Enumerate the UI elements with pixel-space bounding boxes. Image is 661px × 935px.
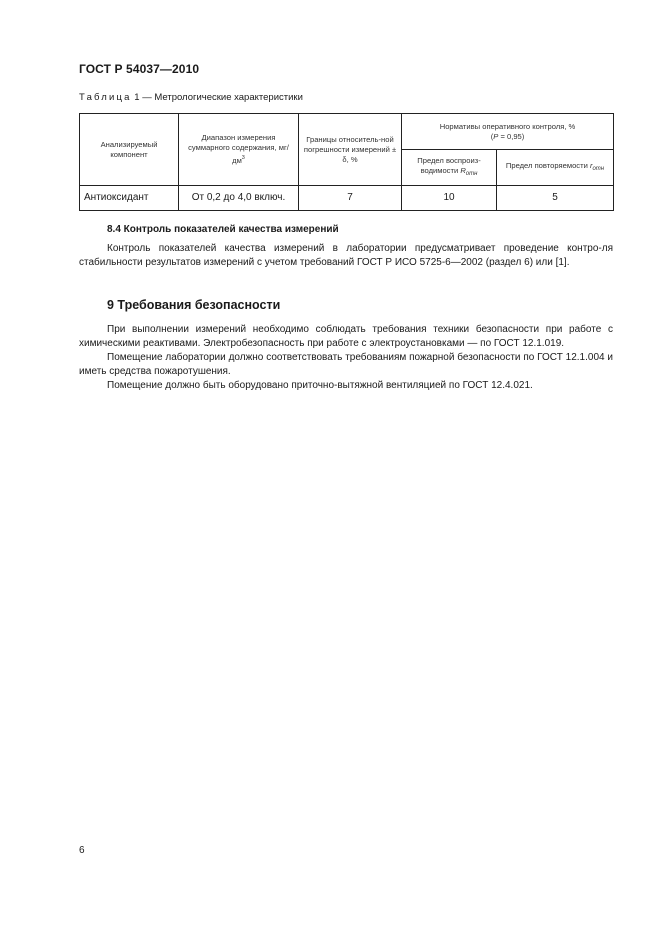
cell-repeatability: 5 [497,186,614,211]
cell-delta: 7 [299,186,402,211]
table-caption-text: 1 — Метрологические характеристики [131,92,303,103]
metrology-table [79,113,614,211]
header-component: Анализируемый компонент [80,114,179,186]
section-9-title: 9 Требования безопасности [107,298,281,312]
section-9-paragraph-3: Помещение должно быть оборудовано приточно-вытяжной вентиляцией по ГОСТ 12.4.021. [107,380,533,391]
header-error-bounds: Границы относитель-ной погрешности измерений ± δ, % [299,114,402,186]
table-caption-prefix: Таблица [79,92,132,103]
cell-component: Антиоксидант [80,186,179,211]
table-row [80,186,614,211]
cell-reproducibility: 10 [402,186,497,211]
header-repeatability-limit: Предел повторяемости $r_{отн}$ [497,150,614,186]
header-reproducibility-limit: Предел воспроиз-водимости $R_{отн}$ [402,150,497,186]
table-caption [79,92,303,103]
page-number: 6 [79,845,85,856]
document-code: ГОСТ Р 54037—2010 [79,62,200,76]
header-control-norms: Нормативы оперативного контроля, % (P = 0,95) [402,114,614,150]
section-8-4-title: 8.4 Контроль показателей качества измерений [107,224,339,235]
section-8-4-paragraph: Контроль показателей качества измерений в лаборатории предусматривает проведение контро-ля стабильности результатов измерений с учетом требований ГОСТ Р ИСО 5725-6—2002 (раздел 6) или [1]. [79,243,613,268]
section-9-paragraph-2: Помещение лаборатории должно соответствовать требованиям пожарной безопасности по ГОСТ 12.1.004 и иметь средства пожаротушения. [79,352,613,377]
header-range: Диапазон измерения суммарного содержания, $мг/дм^3$ [179,114,299,186]
section-9-paragraph-1: При выполнении измерений необходимо соблюдать требования техники безопасности при работе с химическими реактивами. Электробезопасность при работе с электроустановками — по ГОСТ 12.1.019. [79,324,613,349]
cell-range: От 0,2 до 4,0 включ. [179,186,299,211]
